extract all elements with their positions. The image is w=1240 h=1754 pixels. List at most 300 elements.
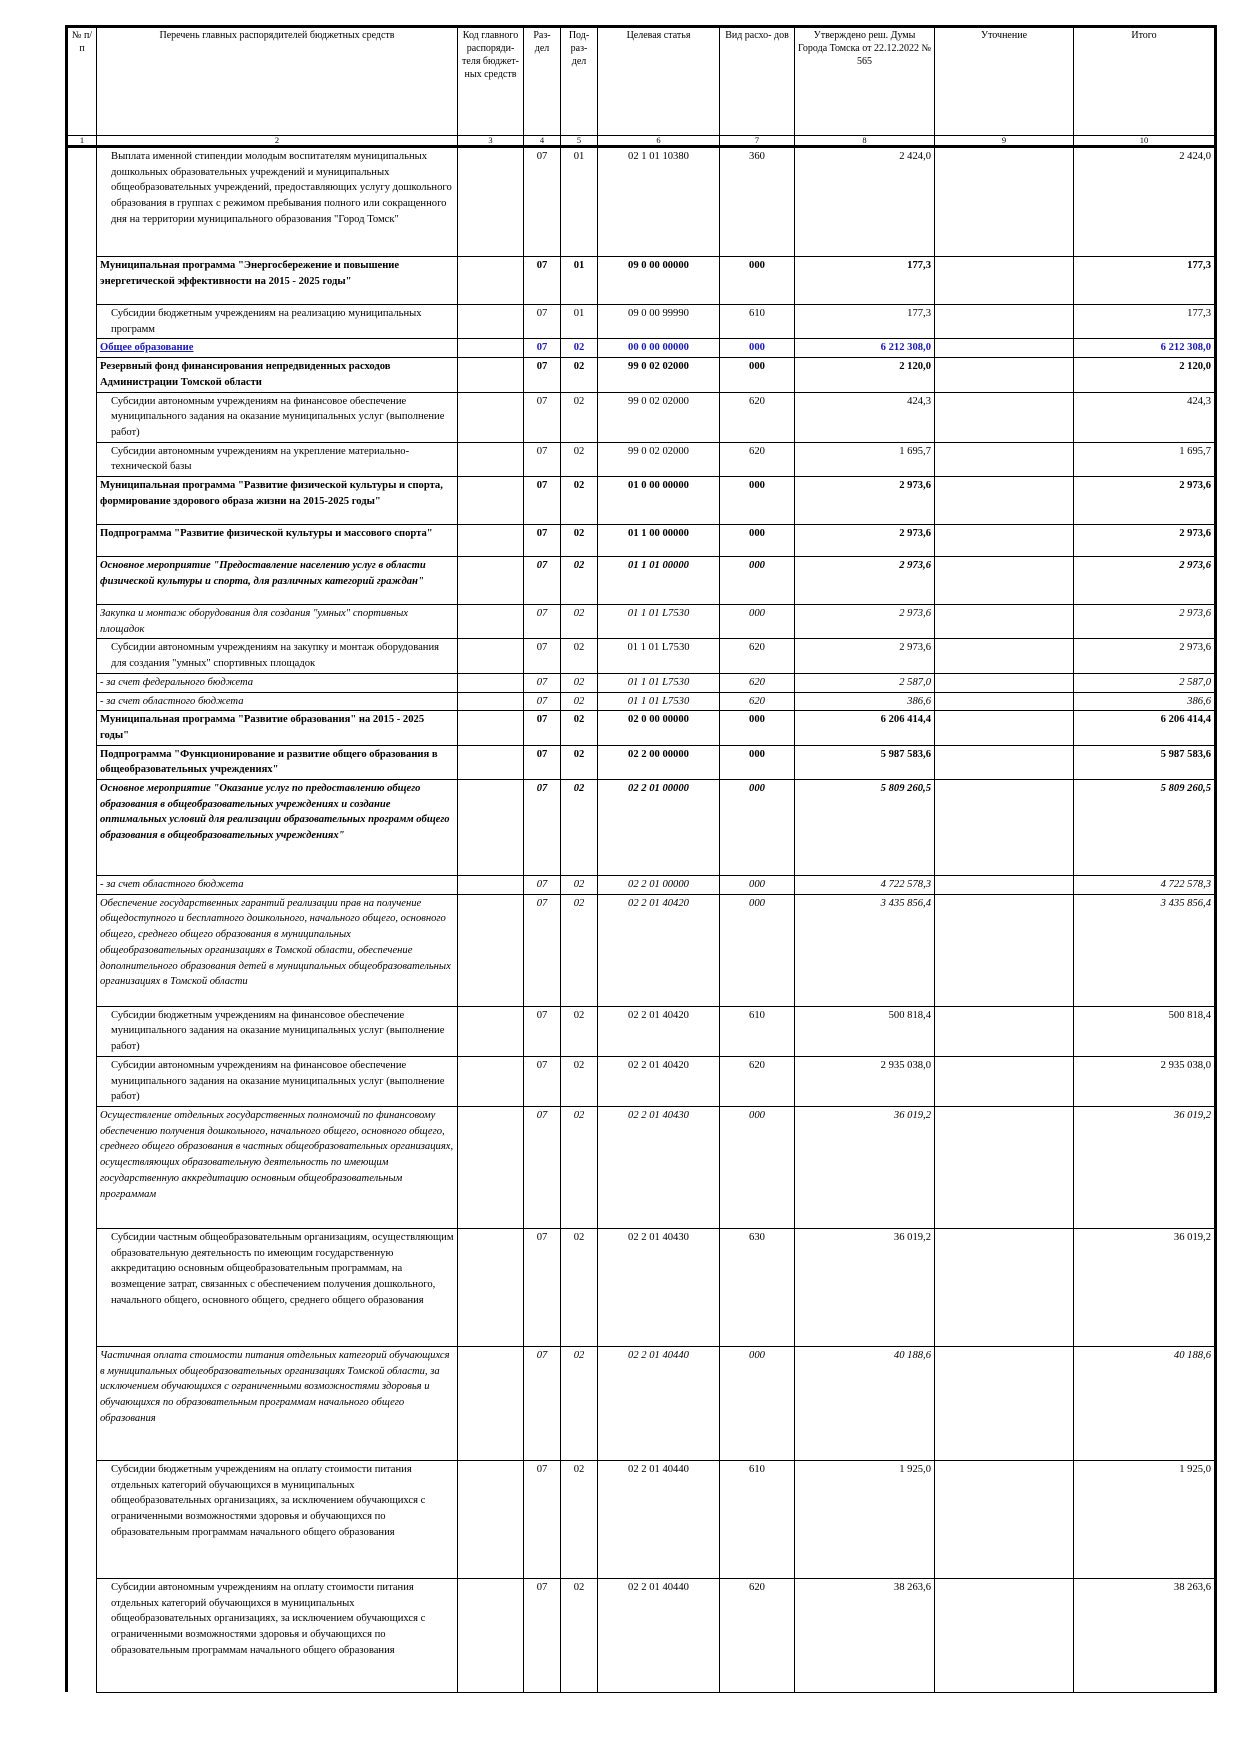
target-article: 01 1 01 L7530 [598, 639, 720, 673]
approved-amount: 2 973,6 [795, 639, 935, 673]
expense-type: 000 [720, 894, 795, 1006]
table-row [67, 1578, 1216, 1692]
table-row [67, 257, 1216, 305]
razdel-code: 07 [524, 894, 561, 1006]
row-name: Частичная оплата стоимости питания отдельных категорий обучающихся в муниципальных общеобразовательных организациях Томской области, за исключением обучающихся с ограниченными возможностями здоровья и обучающихся по образовательным программам начального общего образования [97, 1346, 458, 1460]
approved-amount: 1 925,0 [795, 1460, 935, 1578]
total-amount: 4 722 578,3 [1074, 876, 1216, 895]
total-amount: 36 019,2 [1074, 1228, 1216, 1346]
grbs-code [458, 692, 524, 711]
podrazdel-code: 02 [561, 876, 598, 895]
razdel-code: 07 [524, 557, 561, 605]
row-number [67, 477, 97, 525]
expense-type: 620 [720, 1578, 795, 1692]
header-cell: Под- раз- дел [561, 27, 598, 136]
approved-amount: 6 212 308,0 [795, 339, 935, 358]
approved-amount: 424,3 [795, 392, 935, 442]
grbs-code [458, 1228, 524, 1346]
row-number [67, 392, 97, 442]
change-amount [935, 358, 1074, 392]
grbs-code [458, 1006, 524, 1056]
column-number: 5 [561, 136, 598, 147]
row-name: Субсидии автономным учреждениям на финансовое обеспечение муниципального задания на оказание муниципальных услуг (выполнение работ) [97, 392, 458, 442]
grbs-code [458, 477, 524, 525]
target-article: 99 0 02 02000 [598, 442, 720, 476]
row-number [67, 1578, 97, 1692]
expense-type: 000 [720, 1106, 795, 1228]
podrazdel-code: 02 [561, 339, 598, 358]
row-name: Субсидии бюджетным учреждениям на реализацию муниципальных программ [97, 305, 458, 339]
table-row [67, 477, 1216, 525]
approved-amount: 386,6 [795, 692, 935, 711]
target-article: 02 2 01 00000 [598, 780, 720, 876]
row-name: Муниципальная программа "Развитие образования" на 2015 - 2025 годы" [97, 711, 458, 745]
column-number: 6 [598, 136, 720, 147]
podrazdel-code: 02 [561, 557, 598, 605]
expense-type: 000 [720, 711, 795, 745]
expense-type: 610 [720, 305, 795, 339]
column-number: 8 [795, 136, 935, 147]
grbs-code [458, 339, 524, 358]
podrazdel-code: 02 [561, 392, 598, 442]
approved-amount: 177,3 [795, 257, 935, 305]
grbs-code [458, 1106, 524, 1228]
change-amount [935, 147, 1074, 257]
razdel-code: 07 [524, 780, 561, 876]
grbs-code [458, 711, 524, 745]
header-cell: Вид расхо- дов [720, 27, 795, 136]
total-amount: 2 935 038,0 [1074, 1056, 1216, 1106]
row-name: Субсидии бюджетным учреждениям на оплату стоимости питания отдельных категорий обучающихся в муниципальных общеобразовательных организациях, за исключением обучающихся с ограниченными возможностями здоровья и обучающихся по образовательным программам начального общего образования [97, 1460, 458, 1578]
expense-type: 630 [720, 1228, 795, 1346]
grbs-code [458, 305, 524, 339]
expense-type: 000 [720, 876, 795, 895]
table-row [67, 1228, 1216, 1346]
target-article: 02 0 00 00000 [598, 711, 720, 745]
row-number [67, 1346, 97, 1460]
row-number [67, 442, 97, 476]
expense-type: 360 [720, 147, 795, 257]
change-amount [935, 1346, 1074, 1460]
change-amount [935, 1228, 1074, 1346]
row-name: Муниципальная программа "Развитие физической культуры и спорта, формирование здорового образа жизни на 2015-2025 годы" [97, 477, 458, 525]
change-amount [935, 1006, 1074, 1056]
total-amount: 424,3 [1074, 392, 1216, 442]
row-name: Подпрограмма "Функционирование и развитие общего образования в общеобразовательных учреждениях" [97, 745, 458, 779]
change-amount [935, 780, 1074, 876]
podrazdel-code: 01 [561, 147, 598, 257]
change-amount [935, 692, 1074, 711]
approved-amount: 2 973,6 [795, 477, 935, 525]
header-cell: Утверждено реш. Думы Города Томска от 22.12.2022 № 565 [795, 27, 935, 136]
row-name: Осуществление отдельных государственных полномочий по финансовому обеспечению получения дошкольного, начального общего, основного общего, среднего общего образования в частных общеобразовательных организациях, осуществляющих образовательную деятельность по имеющим государственную аккредитацию основным общеобразовательным программам [97, 1106, 458, 1228]
target-article: 99 0 02 02000 [598, 392, 720, 442]
table-row [67, 339, 1216, 358]
header-cell: Код главного распоряди- теля бюджет- ных средств [458, 27, 524, 136]
row-name: - за счет областного бюджета [97, 692, 458, 711]
approved-amount: 40 188,6 [795, 1346, 935, 1460]
podrazdel-code: 02 [561, 1228, 598, 1346]
grbs-code [458, 1460, 524, 1578]
target-article: 02 2 01 40440 [598, 1578, 720, 1692]
total-amount: 6 212 308,0 [1074, 339, 1216, 358]
budget-table [65, 25, 1217, 1693]
razdel-code: 07 [524, 639, 561, 673]
row-number [67, 876, 97, 895]
razdel-code: 07 [524, 1460, 561, 1578]
row-number [67, 780, 97, 876]
grbs-code [458, 1346, 524, 1460]
expense-type: 000 [720, 605, 795, 639]
row-number [67, 1006, 97, 1056]
column-number-row [67, 136, 1216, 147]
change-amount [935, 525, 1074, 557]
budget-document [65, 25, 1214, 1693]
table-row [67, 692, 1216, 711]
table-row [67, 1106, 1216, 1228]
row-number [67, 1460, 97, 1578]
grbs-code [458, 1056, 524, 1106]
approved-amount: 2 587,0 [795, 673, 935, 692]
row-name: Основное мероприятие "Оказание услуг по предоставлению общего образования в общеобразовательных учреждениях и создание оптимальных условий для реализации образовательных программ общего образования в общеобразовательных учреждениях" [97, 780, 458, 876]
grbs-code [458, 894, 524, 1006]
row-number [67, 1056, 97, 1106]
header-cell: Уточнение [935, 27, 1074, 136]
podrazdel-code: 02 [561, 673, 598, 692]
change-amount [935, 711, 1074, 745]
row-name: Общее образование [97, 339, 458, 358]
table-row [67, 711, 1216, 745]
expense-type: 000 [720, 358, 795, 392]
expense-type: 620 [720, 673, 795, 692]
row-name: Резервный фонд финансирования непредвиденных расходов Администрации Томской области [97, 358, 458, 392]
razdel-code: 07 [524, 257, 561, 305]
podrazdel-code: 02 [561, 894, 598, 1006]
razdel-code: 07 [524, 1006, 561, 1056]
row-number [67, 673, 97, 692]
approved-amount: 2 424,0 [795, 147, 935, 257]
target-article: 02 2 01 40440 [598, 1460, 720, 1578]
header-cell: № п/п [67, 27, 97, 136]
approved-amount: 1 695,7 [795, 442, 935, 476]
change-amount [935, 557, 1074, 605]
table-row [67, 525, 1216, 557]
razdel-code: 07 [524, 525, 561, 557]
podrazdel-code: 02 [561, 692, 598, 711]
change-amount [935, 1106, 1074, 1228]
table-row [67, 639, 1216, 673]
razdel-code: 07 [524, 358, 561, 392]
row-number [67, 305, 97, 339]
change-amount [935, 339, 1074, 358]
table-row [67, 358, 1216, 392]
podrazdel-code: 01 [561, 257, 598, 305]
row-number [67, 711, 97, 745]
row-name: Субсидии автономным учреждениям на закупку и монтаж оборудования для создания "умных" спортивных площадок [97, 639, 458, 673]
target-article: 01 1 01 L7530 [598, 673, 720, 692]
target-article: 01 1 01 00000 [598, 557, 720, 605]
target-article: 02 2 01 40430 [598, 1106, 720, 1228]
grbs-code [458, 525, 524, 557]
row-name: Подпрограмма "Развитие физической культуры и массового спорта" [97, 525, 458, 557]
razdel-code: 07 [524, 392, 561, 442]
approved-amount: 38 263,6 [795, 1578, 935, 1692]
podrazdel-code: 02 [561, 442, 598, 476]
row-number [67, 147, 97, 257]
grbs-code [458, 876, 524, 895]
change-amount [935, 1056, 1074, 1106]
table-row [67, 1460, 1216, 1578]
razdel-code: 07 [524, 1578, 561, 1692]
target-article: 02 2 01 40420 [598, 894, 720, 1006]
grbs-code [458, 557, 524, 605]
approved-amount: 177,3 [795, 305, 935, 339]
razdel-code: 07 [524, 876, 561, 895]
podrazdel-code: 02 [561, 639, 598, 673]
podrazdel-code: 02 [561, 745, 598, 779]
target-article: 00 0 00 00000 [598, 339, 720, 358]
razdel-code: 07 [524, 673, 561, 692]
change-amount [935, 639, 1074, 673]
total-amount: 5 987 583,6 [1074, 745, 1216, 779]
target-article: 09 0 00 00000 [598, 257, 720, 305]
razdel-code: 07 [524, 305, 561, 339]
change-amount [935, 673, 1074, 692]
target-article: 01 1 00 00000 [598, 525, 720, 557]
total-amount: 2 120,0 [1074, 358, 1216, 392]
approved-amount: 5 809 260,5 [795, 780, 935, 876]
row-name: Основное мероприятие "Предоставление населению услуг в области физической культуры и спорта, для различных категорий граждан" [97, 557, 458, 605]
total-amount: 5 809 260,5 [1074, 780, 1216, 876]
razdel-code: 07 [524, 745, 561, 779]
target-article: 02 2 01 40420 [598, 1056, 720, 1106]
grbs-code [458, 442, 524, 476]
row-name: Муниципальная программа "Энергосбережение и повышение энергетической эффективности на 2015 - 2025 годы" [97, 257, 458, 305]
total-amount: 40 188,6 [1074, 1346, 1216, 1460]
change-amount [935, 605, 1074, 639]
table-row [67, 894, 1216, 1006]
change-amount [935, 442, 1074, 476]
header-cell: Целевая статья [598, 27, 720, 136]
approved-amount: 36 019,2 [795, 1106, 935, 1228]
total-amount: 1 925,0 [1074, 1460, 1216, 1578]
grbs-code [458, 605, 524, 639]
table-body [67, 147, 1216, 1693]
total-amount: 2 424,0 [1074, 147, 1216, 257]
grbs-code [458, 745, 524, 779]
change-amount [935, 257, 1074, 305]
expense-type: 610 [720, 1006, 795, 1056]
approved-amount: 36 019,2 [795, 1228, 935, 1346]
expense-type: 000 [720, 257, 795, 305]
target-article: 02 2 01 40440 [598, 1346, 720, 1460]
grbs-code [458, 673, 524, 692]
approved-amount: 5 987 583,6 [795, 745, 935, 779]
row-name: Субсидии бюджетным учреждениям на финансовое обеспечение муниципального задания на оказание муниципальных услуг (выполнение работ) [97, 1006, 458, 1056]
expense-type: 620 [720, 392, 795, 442]
razdel-code: 07 [524, 1056, 561, 1106]
change-amount [935, 894, 1074, 1006]
row-name: Субсидии автономным учреждениям на укрепление материально-технической базы [97, 442, 458, 476]
expense-type: 000 [720, 339, 795, 358]
expense-type: 620 [720, 639, 795, 673]
target-article: 02 2 00 00000 [598, 745, 720, 779]
total-amount: 177,3 [1074, 257, 1216, 305]
table-row [67, 745, 1216, 779]
target-article: 02 2 01 00000 [598, 876, 720, 895]
podrazdel-code: 02 [561, 1006, 598, 1056]
row-number [67, 894, 97, 1006]
expense-type: 620 [720, 442, 795, 476]
podrazdel-code: 02 [561, 525, 598, 557]
expense-type: 000 [720, 477, 795, 525]
razdel-code: 07 [524, 442, 561, 476]
row-number [67, 692, 97, 711]
expense-type: 620 [720, 692, 795, 711]
razdel-code: 07 [524, 1346, 561, 1460]
podrazdel-code: 02 [561, 1578, 598, 1692]
change-amount [935, 1578, 1074, 1692]
table-row [67, 442, 1216, 476]
header-row [67, 27, 1216, 136]
column-number: 7 [720, 136, 795, 147]
row-number [67, 605, 97, 639]
table-row [67, 1346, 1216, 1460]
column-number: 3 [458, 136, 524, 147]
row-number [67, 639, 97, 673]
row-number [67, 745, 97, 779]
change-amount [935, 745, 1074, 779]
row-number [67, 257, 97, 305]
razdel-code: 07 [524, 692, 561, 711]
change-amount [935, 305, 1074, 339]
change-amount [935, 392, 1074, 442]
target-article: 01 0 00 00000 [598, 477, 720, 525]
target-article: 99 0 02 02000 [598, 358, 720, 392]
total-amount: 2 973,6 [1074, 557, 1216, 605]
expense-type: 610 [720, 1460, 795, 1578]
row-name: - за счет федерального бюджета [97, 673, 458, 692]
razdel-code: 07 [524, 147, 561, 257]
total-amount: 38 263,6 [1074, 1578, 1216, 1692]
change-amount [935, 876, 1074, 895]
column-number: 1 [67, 136, 97, 147]
row-number [67, 339, 97, 358]
total-amount: 2 973,6 [1074, 525, 1216, 557]
row-name: Субсидии частным общеобразовательным организациям, осуществляющим образовательную деятельность по имеющим государственную аккредитацию основным общеобразовательным программам, на возмещение затрат, связанных с обеспечением получения дошкольного, начального общего, основного общего, среднего общего образования [97, 1228, 458, 1346]
column-number: 10 [1074, 136, 1216, 147]
table-row [67, 605, 1216, 639]
row-name: Субсидии автономным учреждениям на финансовое обеспечение муниципального задания на оказание муниципальных услуг (выполнение работ) [97, 1056, 458, 1106]
approved-amount: 500 818,4 [795, 1006, 935, 1056]
total-amount: 2 973,6 [1074, 605, 1216, 639]
podrazdel-code: 02 [561, 477, 598, 525]
grbs-code [458, 392, 524, 442]
row-name: Закупка и монтаж оборудования для создания "умных" спортивных площадок [97, 605, 458, 639]
table-row [67, 392, 1216, 442]
column-number: 9 [935, 136, 1074, 147]
table-row [67, 147, 1216, 257]
razdel-code: 07 [524, 711, 561, 745]
podrazdel-code: 02 [561, 780, 598, 876]
row-name: Выплата именной стипендии молодым воспитателям муниципальных дошкольных образовательных учреждений и муниципальных общеобразовательных учреждений, предоставляющих услугу дошкольного образования в группах с режимом пребывания полного или сокращенного дня на территории муниципального образования "Город Томск" [97, 147, 458, 257]
row-number [67, 557, 97, 605]
grbs-code [458, 1578, 524, 1692]
grbs-code [458, 780, 524, 876]
total-amount: 386,6 [1074, 692, 1216, 711]
approved-amount: 2 973,6 [795, 605, 935, 639]
approved-amount: 2 973,6 [795, 557, 935, 605]
row-number [67, 1228, 97, 1346]
total-amount: 500 818,4 [1074, 1006, 1216, 1056]
target-article: 09 0 00 99990 [598, 305, 720, 339]
row-number [67, 1106, 97, 1228]
expense-type: 000 [720, 1346, 795, 1460]
table-row [67, 780, 1216, 876]
row-name: - за счет областного бюджета [97, 876, 458, 895]
target-article: 02 1 01 10380 [598, 147, 720, 257]
header-cell: Перечень главных распорядителей бюджетных средств [97, 27, 458, 136]
total-amount: 2 973,6 [1074, 477, 1216, 525]
row-name: Обеспечение государственных гарантий реализации прав на получение общедоступного и бесплатного дошкольного, начального общего, основного общего, среднего общего образования в муниципальных общеобразовательных организациях в Томской области, обеспечение дополнительного образования детей в муниципальных общеобразовательных организациях в Томской области [97, 894, 458, 1006]
expense-type: 620 [720, 1056, 795, 1106]
header-cell: Раз- дел [524, 27, 561, 136]
column-number: 4 [524, 136, 561, 147]
target-article: 02 2 01 40430 [598, 1228, 720, 1346]
target-article: 02 2 01 40420 [598, 1006, 720, 1056]
total-amount: 2 587,0 [1074, 673, 1216, 692]
podrazdel-code: 02 [561, 1346, 598, 1460]
table-row [67, 1006, 1216, 1056]
grbs-code [458, 358, 524, 392]
grbs-code [458, 147, 524, 257]
expense-type: 000 [720, 745, 795, 779]
razdel-code: 07 [524, 339, 561, 358]
podrazdel-code: 01 [561, 305, 598, 339]
approved-amount: 3 435 856,4 [795, 894, 935, 1006]
approved-amount: 6 206 414,4 [795, 711, 935, 745]
podrazdel-code: 02 [561, 1106, 598, 1228]
row-name: Субсидии автономным учреждениям на оплату стоимости питания отдельных категорий обучающихся в муниципальных общеобразовательных организациях, за исключением обучающихся с ограниченными возможностями здоровья и обучающихся по образовательным программам начального общего образования [97, 1578, 458, 1692]
total-amount: 2 973,6 [1074, 639, 1216, 673]
table-row [67, 876, 1216, 895]
podrazdel-code: 02 [561, 1460, 598, 1578]
approved-amount: 2 973,6 [795, 525, 935, 557]
table-row [67, 305, 1216, 339]
target-article: 01 1 01 L7530 [598, 605, 720, 639]
change-amount [935, 477, 1074, 525]
approved-amount: 4 722 578,3 [795, 876, 935, 895]
expense-type: 000 [720, 780, 795, 876]
table-row [67, 673, 1216, 692]
total-amount: 36 019,2 [1074, 1106, 1216, 1228]
razdel-code: 07 [524, 477, 561, 525]
podrazdel-code: 02 [561, 605, 598, 639]
target-article: 01 1 01 L7530 [598, 692, 720, 711]
podrazdel-code: 02 [561, 1056, 598, 1106]
total-amount: 1 695,7 [1074, 442, 1216, 476]
total-amount: 3 435 856,4 [1074, 894, 1216, 1006]
total-amount: 177,3 [1074, 305, 1216, 339]
table-row [67, 557, 1216, 605]
row-number [67, 358, 97, 392]
podrazdel-code: 02 [561, 358, 598, 392]
approved-amount: 2 935 038,0 [795, 1056, 935, 1106]
razdel-code: 07 [524, 1106, 561, 1228]
razdel-code: 07 [524, 605, 561, 639]
total-amount: 6 206 414,4 [1074, 711, 1216, 745]
header-cell: Итого [1074, 27, 1216, 136]
